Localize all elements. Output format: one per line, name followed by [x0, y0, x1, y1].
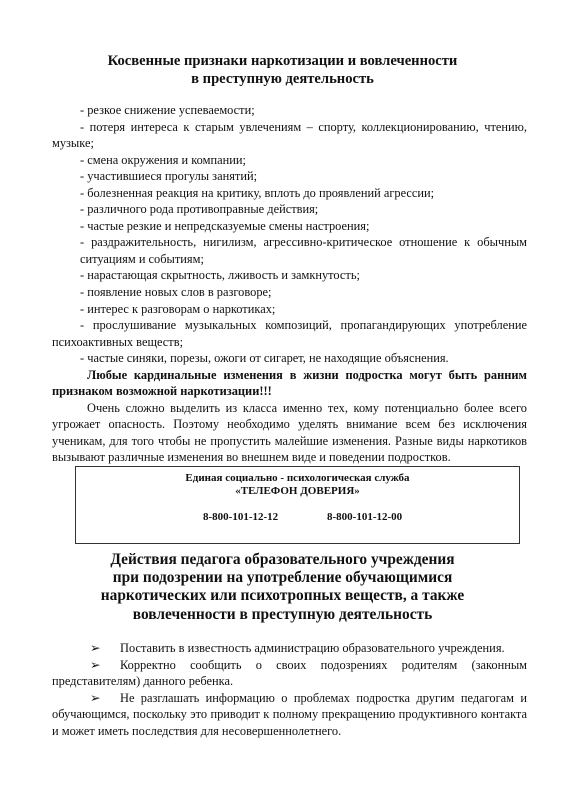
section1-title-line1: Косвенные признаки наркотизации и вовлеченности [107, 53, 458, 69]
warning-paragraph: Любые кардинальные изменения в жизни подростка могут быть ранним признаком возможной наркотизации!!! [52, 367, 527, 399]
list-item: - различного рода противоправные действия; [80, 202, 319, 217]
hotline-service-name: Единая социально - психологическая служба [185, 472, 410, 484]
action-text: Не разглашать информацию о проблемах подростка другим педагогам и обучающимся, поскольку это приводит к полному прекращению продуктивного контакта и может иметь последствия для несовершеннолетнего. [52, 690, 527, 738]
actions-list [52, 640, 527, 739]
action-item [52, 690, 527, 740]
list-item: - появление новых слов в разговоре; [80, 285, 272, 300]
phone-number-1: 8-800-101-12-12 [203, 511, 279, 523]
list-item: - болезненная реакция на критику, вплоть до проявлений агрессии; [80, 185, 435, 200]
action-text: Поставить в известность администрацию образовательного учреждения. [120, 641, 505, 655]
action-text: Корректно сообщить о своих подозрениях родителям (законным представителям) данного ребенка. [52, 657, 527, 689]
list-item: - участившиеся прогулы занятий; [80, 169, 258, 184]
hotline-box [75, 466, 520, 544]
list-item: - потеря интереса к старым увлечениям – спорту, коллекционированию, чтению, музыке; [52, 119, 527, 151]
list-item: - нарастающая скрытность, лживость и замкнутость; [80, 268, 360, 283]
section2-title-line4: вовлеченности в преступную деятельность [132, 605, 433, 623]
list-item: - частые синяки, порезы, ожоги от сигарет, не находящие объяснения. [80, 351, 449, 366]
section1-title [60, 52, 505, 88]
section2-title-line1: Действия педагога образовательного учреждения [110, 551, 455, 568]
section1-title-line2: в преступную деятельность [191, 71, 374, 87]
list-item: - раздражительность, нигилизм, агрессивно-критическое отношение к обычным ситуациям и событиям; [80, 235, 527, 266]
hotline-title: «ТЕЛЕФОН ДОВЕРИЯ» [235, 485, 360, 497]
list-item: - интерес к разговорам о наркотиках; [80, 301, 276, 316]
signs-list [52, 102, 527, 466]
phone-number-2: 8-800-101-12-00 [327, 511, 403, 523]
section2-title-line2: при подозрении на употребление обучающимися [112, 569, 453, 587]
arrow-bullet-icon: ➢ [90, 690, 101, 705]
info-paragraph: Очень сложно выделить из класса именно тех, кому потенциально более всего угрожает опасность. Поэтому необходимо уделять внимание всем без исключения ученикам, для того чтобы не пропустить малейшие изменения. Разные виды наркотиков вызывают различные изменения во внешнем виде и поведении подростков. [52, 400, 527, 465]
list-item: - частые резкие и непредсказуемые смены настроения; [80, 218, 370, 233]
action-item [52, 640, 527, 657]
arrow-bullet-icon: ➢ [90, 657, 101, 672]
section2-title-line3: наркотических или психотропных веществ, а также [100, 587, 465, 605]
section2-title [60, 551, 505, 624]
list-item: - прослушивание музыкальных композиций, пропагандирующих употребление психоактивных веществ; [52, 318, 527, 349]
action-item [52, 657, 527, 690]
list-item: - смена окружения и компании; [80, 152, 246, 167]
list-item: - резкое снижение успеваемости; [80, 103, 255, 117]
arrow-bullet-icon: ➢ [90, 641, 101, 655]
